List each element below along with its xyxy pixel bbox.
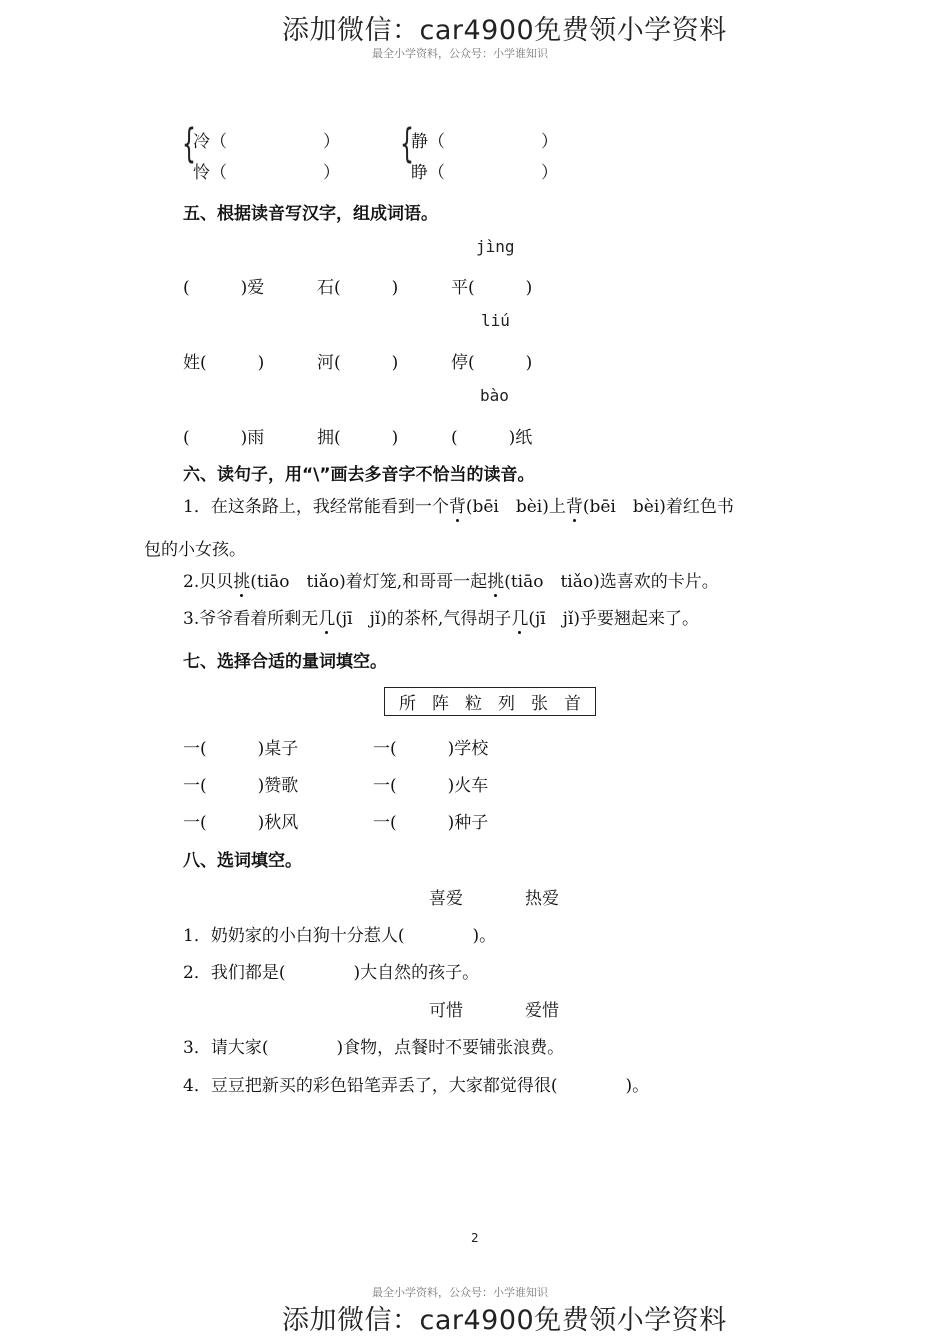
choice-kexi: 可惜 [429,1001,463,1021]
s7-r2-c1: 一( )赞歌 [183,776,299,796]
s6-sentence1: 1．在这条路上，我经常能看到一个背(bēi bèi)上背(bēi bèi)着红色书 [183,492,734,517]
measure-word-box [384,687,596,716]
s6-sentence3: 3.爷爷看着所剩无几(jī jǐ)的茶杯,气得胡子几(jī jǐ)乎要翘起来了。 [183,604,699,629]
word-2: 阵 [432,694,449,714]
section5-title: 五、根据读音写汉字，组成词语。 [183,204,438,224]
pinyin-bao: bào [480,386,509,405]
s8-q4: 4．豆豆把新买的彩色铅笔弄丢了，大家都觉得很( )。 [183,1076,650,1096]
s5-g1-item1: ( )爱 [183,278,265,298]
s8-q2: 2．我们都是( )大自然的孩子。 [183,963,480,983]
footer-banner: 添加微信：car4900免费领小学资料 [282,1305,727,1336]
s5-g2-item3: 停( ) [451,353,533,373]
pair2-bottom: 睁（ ） [411,163,558,183]
s7-r2-c2: 一( )火车 [373,776,489,796]
s7-r1-c1: 一( )桌子 [183,739,299,759]
s8-q1: 1．奶奶家的小白狗十分惹人( )。 [183,926,497,946]
pinyin-jing: jìng [476,237,515,256]
header-subnote: 最全小学资料，公众号：小学谁知识 [372,47,548,60]
section8-title: 八、选词填空。 [183,851,302,871]
word-5: 张 [531,694,548,714]
s5-g2-item1: 姓( ) [183,353,265,373]
word-1: 所 [399,694,416,714]
brace-2: { [400,121,414,167]
s5-g1-item3: 平( ) [451,278,533,298]
s5-g3-item2: 拥( ) [317,428,399,448]
choice-reai: 热爱 [525,889,559,909]
s6-sentence2: 2.贝贝挑(tiāo tiǎo)着灯笼,和哥哥一起挑(tiāo tiǎo)选喜欢的卡片。 [183,567,719,592]
s7-r3-c1: 一( )秋风 [183,813,299,833]
s5-g3-item1: ( )雨 [183,428,265,448]
pair1-top: 冷（ ） [193,132,340,152]
footer-subnote: 最全小学资料，公众号：小学谁知识 [372,1286,548,1299]
s5-g3-item3: ( )纸 [451,428,533,448]
brace-1: { [182,121,196,167]
s6-sentence1-cont: 包的小女孩。 [144,540,246,560]
pair1-bottom: 怜（ ） [193,163,340,183]
pair2-top: 静（ ） [411,132,558,152]
word-6: 首 [564,694,581,714]
s5-g1-item2: 石( ) [317,278,399,298]
pinyin-liu: liú [481,311,510,330]
section7-title: 七、选择合适的量词填空。 [183,652,387,672]
choice-aixi: 爱惜 [525,1001,559,1021]
section6-title: 六、读句子，用“\”画去多音字不恰当的读音。 [183,465,535,485]
s7-r3-c2: 一( )种子 [373,813,489,833]
word-3: 粒 [465,694,482,714]
word-4: 列 [498,694,515,714]
s5-g2-item2: 河( ) [317,353,399,373]
page-number: 2 [471,1231,479,1245]
s7-r1-c2: 一( )学校 [373,739,489,759]
choice-xiai: 喜爱 [429,889,463,909]
header-banner: 添加微信：car4900免费领小学资料 [282,15,727,46]
s8-q3: 3．请大家( )食物，点餐时不要铺张浪费。 [183,1038,565,1058]
